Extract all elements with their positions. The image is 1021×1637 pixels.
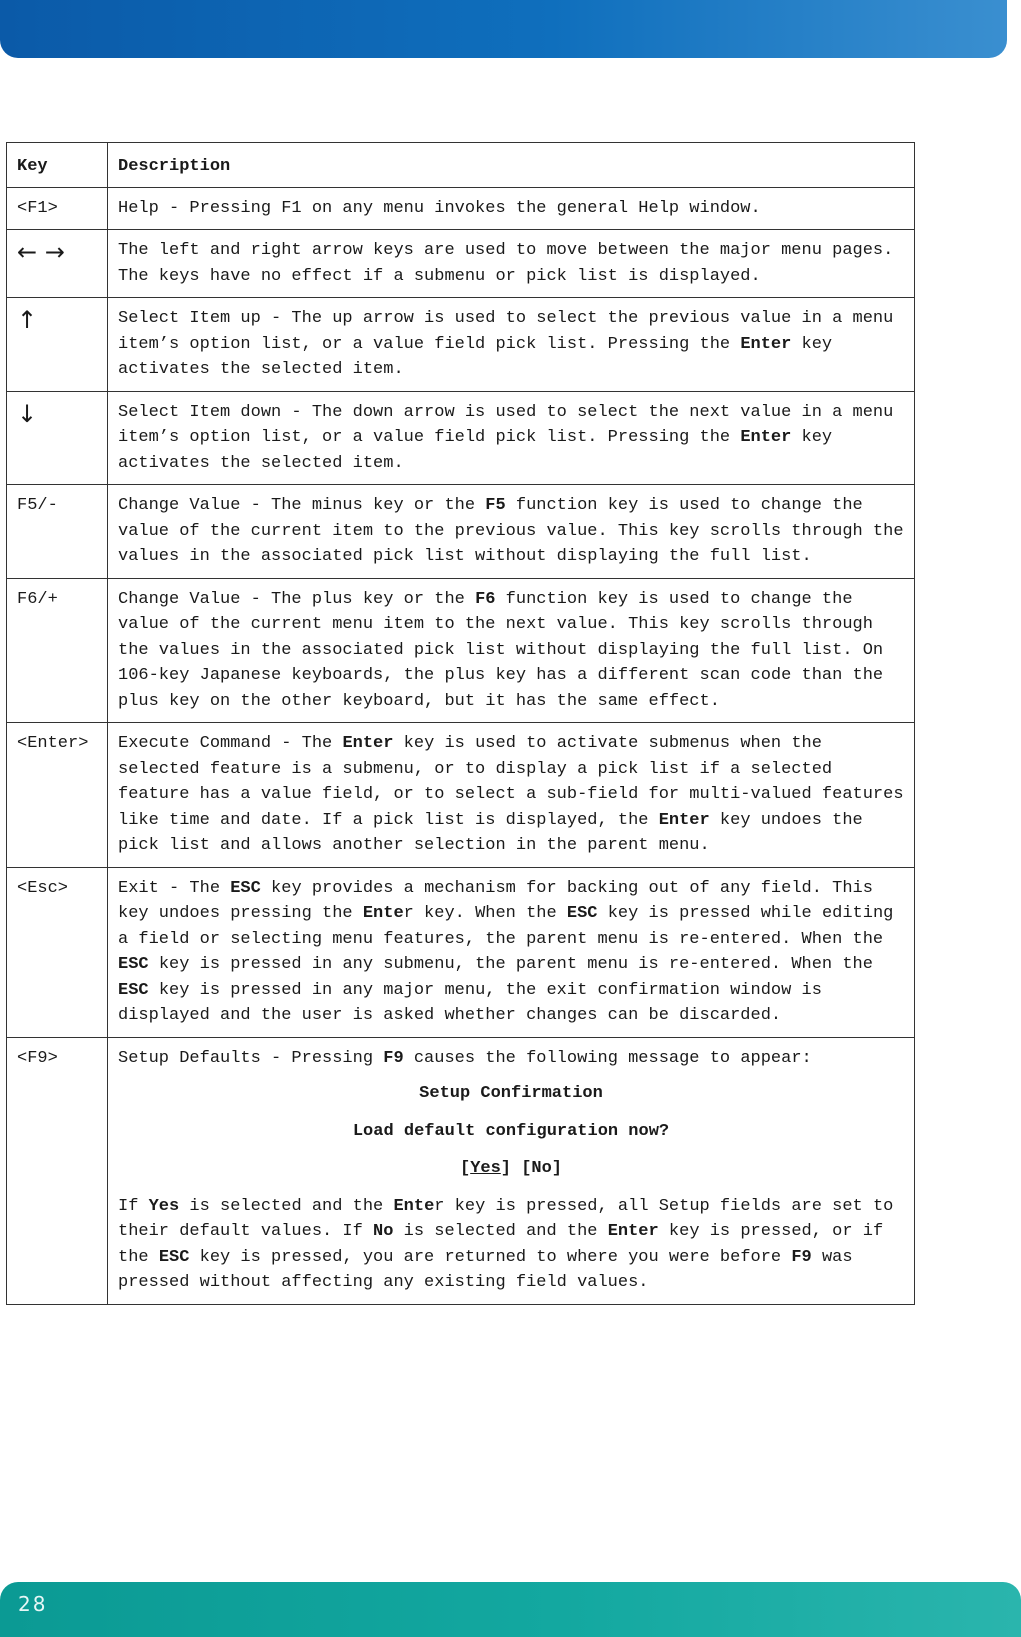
desc-f5-bold: F5 <box>485 496 506 515</box>
desc-cell-f9 <box>108 1037 915 1304</box>
up-arrow-icon: ↑ <box>7 298 108 392</box>
desc-f6-text-b: function key is used to change the value of the current menu item to the next value. This key scrolls through the values in the associated pick list without displaying the full list. On 106-key Japanese keyboards, the plus key has a different scan code than the plus key on the other keyboard, but it has the same effect. <box>118 589 884 711</box>
f9-bold-enter: Enter <box>607 1222 659 1241</box>
f9-outcome <box>118 1194 904 1296</box>
table-row-f5 <box>7 485 915 579</box>
desc-esc-text-b: key provides a mechanism for backing out of any field. This key undoes pressing the <box>118 878 873 923</box>
desc-up-enter: Enter <box>740 334 792 354</box>
desc-cell-esc <box>108 867 915 1037</box>
key-cell-f1: <F1> <box>7 187 108 230</box>
desc-cell-f1: Help - Pressing F1 on any menu invokes the general Help window. <box>108 187 915 230</box>
f9-out-g: was pressed without affecting any existing field values. <box>118 1247 853 1292</box>
page-number: 28 <box>18 1592 48 1616</box>
no-option: [No] <box>521 1159 563 1178</box>
header-key: Key <box>7 143 108 188</box>
setup-confirmation-title: Setup Confirmation <box>419 1084 603 1103</box>
bottom-banner <box>0 1582 1021 1637</box>
desc-f5-text-a: Change Value - The minus key or the <box>118 496 476 515</box>
desc-esc-text-d: key is pressed while editing a field or selecting menu features, the parent menu is re-entered. When the <box>118 904 894 949</box>
f9-bold-ente: Ente <box>393 1196 435 1216</box>
table-row-f1 <box>7 187 915 230</box>
desc-cell-up <box>108 298 915 392</box>
desc-esc-text-f: key is pressed in any major menu, the exit confirmation window is displayed and the user is asked whether changes can be discarded. <box>118 980 822 1025</box>
key-cell-f9: <F9> <box>7 1037 108 1304</box>
desc-esc-bold-2: ESC <box>566 904 598 923</box>
desc-cell-down <box>108 391 915 485</box>
f9-out-d: is selected and the <box>403 1222 598 1241</box>
desc-esc-text-c: r key. When the <box>403 904 557 923</box>
f9-intro-bold: F9 <box>383 1048 404 1068</box>
setup-confirmation-options <box>118 1156 904 1182</box>
f9-bold-no: No <box>373 1222 394 1241</box>
key-description-table <box>6 142 915 1305</box>
desc-cell-left-right: The left and right arrow keys are used to move between the major menu pages. The keys have no effect if a submenu or pick list is displayed. <box>108 230 915 298</box>
top-banner <box>0 0 1007 58</box>
table-row-esc <box>7 867 915 1037</box>
table-row-enter <box>7 723 915 868</box>
header-description: Description <box>108 143 915 188</box>
desc-enter-bold-1: Enter <box>342 734 394 753</box>
desc-down-text-b: key activates the selected item. <box>118 428 833 473</box>
setup-confirmation-question: Load default configuration now? <box>352 1121 670 1141</box>
table-row-up <box>7 298 915 392</box>
f9-intro-b: causes the following message to appear: <box>413 1048 812 1068</box>
desc-f5-text-b: function key is used to change the value of the current item to the previous value. This key scrolls through the values in the associated pick list without displaying the full list. <box>118 496 904 566</box>
desc-enter-bold-2: Enter <box>658 810 710 830</box>
desc-esc-bold-ente: Ente <box>362 904 404 923</box>
f9-out-c: r key is pressed, all Setup fields are set to their default values. If <box>118 1196 894 1241</box>
table-row-f9 <box>7 1037 915 1304</box>
desc-cell-f5 <box>108 485 915 579</box>
desc-esc-bold-4: ESC <box>118 980 149 1000</box>
key-cell-esc: <Esc> <box>7 867 108 1037</box>
desc-f6-text-a: Change Value - The plus key or the <box>118 589 465 609</box>
desc-esc-text-a: Exit - The <box>118 878 221 898</box>
f9-intro-a: Setup Defaults - Pressing <box>118 1048 374 1068</box>
table-row-f6 <box>7 578 915 723</box>
desc-f6-bold: F6 <box>475 589 496 609</box>
desc-esc-bold-1: ESC <box>230 878 261 898</box>
desc-down-text-a: Select Item down - The down arrow is used to select the next value in a menu item’s option list, or a value field pick list. Pressing the <box>118 402 894 447</box>
f9-out-e: key is pressed, or if the <box>118 1222 884 1267</box>
table-row-down <box>7 391 915 485</box>
desc-down-enter: Enter <box>740 428 792 447</box>
table-row-left-right <box>7 230 915 298</box>
desc-esc-text-e: key is pressed in any submenu, the parent menu is re-entered. When the <box>158 955 873 974</box>
f9-out-f: key is pressed, you are returned to where you were before <box>199 1247 782 1267</box>
desc-up-text-a: Select Item up - The up arrow is used to select the previous value in a menu item’s option list, or a value field pick list. Pressing the <box>118 309 894 354</box>
desc-cell-f6 <box>108 578 915 723</box>
f9-out-b: is selected and the <box>189 1196 384 1216</box>
yes-open-bracket: [ <box>459 1159 471 1178</box>
key-cell-enter: <Enter> <box>7 723 108 868</box>
f9-bold-esc: ESC <box>158 1247 190 1267</box>
f9-out-a: If <box>118 1196 139 1216</box>
key-cell-f6: F6/+ <box>7 578 108 723</box>
desc-enter-text-b: key is used to activate submenus when the selected feature is a submenu, or to display a pick list if a selected feature has a value field, or to select a sub-field for multi-valued features like time and date. If a pick list is displayed, the <box>118 734 904 830</box>
desc-up-text-b: key activates the selected item. <box>118 334 833 379</box>
desc-enter-text-a: Execute Command - The <box>118 734 333 753</box>
desc-enter-text-c: key undoes the pick list and allows another selection in the parent menu. <box>118 810 863 855</box>
desc-cell-enter <box>108 723 915 868</box>
desc-esc-bold-3: ESC <box>118 955 149 974</box>
yes-close-bracket: ] <box>500 1159 511 1178</box>
down-arrow-icon: ↓ <box>7 391 108 485</box>
left-right-arrow-icon: ← → <box>7 230 108 298</box>
yes-option: Yes <box>470 1159 501 1178</box>
table-header-row <box>7 143 915 188</box>
f9-bold-f9b: F9 <box>791 1247 812 1267</box>
key-cell-f5: F5/- <box>7 485 108 579</box>
f9-intro <box>118 1046 904 1072</box>
f9-bold-yes: Yes <box>148 1196 180 1216</box>
